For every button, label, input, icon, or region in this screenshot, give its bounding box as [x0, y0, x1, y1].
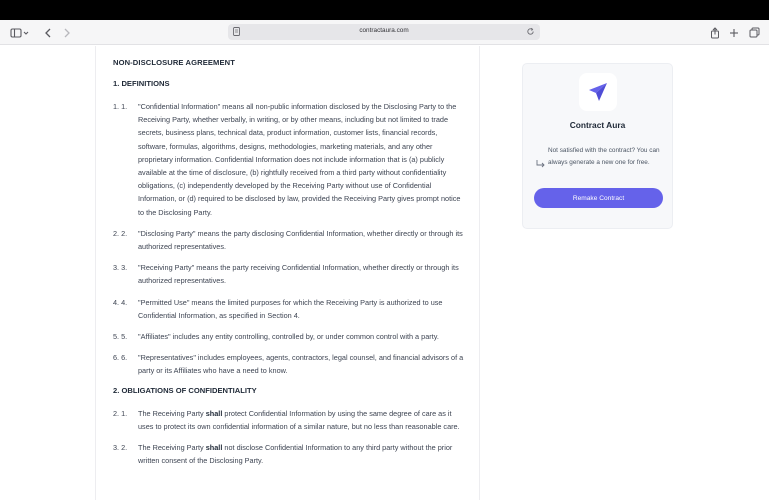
browser-toolbar: [0, 20, 769, 45]
item-text-emphasis: shall: [205, 443, 223, 453]
obligation-item: [113, 407, 465, 433]
item-text-before: The Receiving Party: [138, 408, 206, 418]
reload-icon[interactable]: [526, 27, 535, 36]
contract-aura-card: [522, 63, 673, 229]
item-number: 5. 5.: [113, 332, 128, 342]
item-text-emphasis: shall: [205, 408, 223, 418]
app-name: Contract Aura: [569, 120, 626, 130]
item-number: 1. 1.: [113, 102, 128, 111]
item-text-before: The Receiving Party: [138, 443, 206, 453]
web-page: [0, 46, 769, 500]
share-icon: [710, 27, 720, 39]
item-text: "Disclosing Party" means the party disclosing Confidential Information, whether directly or through its authorized representatives.: [138, 228, 463, 252]
forward-button[interactable]: [61, 24, 73, 41]
item-text: [113, 407, 465, 433]
item-text-after: not disclose Confidential Information to any third party without the prior written consent of the Disclosing Party.: [138, 443, 453, 466]
tabs-icon: [749, 27, 760, 38]
definition-item: [113, 100, 465, 219]
item-number: 2. 1.: [113, 408, 128, 418]
new-tab-button[interactable]: [728, 24, 740, 41]
url-text: contractaura.com: [359, 27, 409, 34]
remake-note: Not satisfied with the contract? You can always generate a new one for free.: [548, 147, 660, 166]
definition-item: [113, 330, 465, 343]
section-heading-obligations: 2. OBLIGATIONS OF CONFIDENTIALITY: [113, 385, 257, 395]
chevron-left-icon: [44, 28, 52, 38]
item-text: "Affiliates" includes any entity controlling, controlled by, or under common control with a party.: [138, 332, 439, 342]
item-text: [113, 441, 465, 467]
tab-overview-button[interactable]: [747, 24, 761, 41]
remake-contract-button[interactable]: Remake Contract: [534, 188, 663, 208]
address-bar[interactable]: [228, 24, 540, 40]
item-number: 3. 3.: [113, 263, 128, 273]
obligation-item: [113, 441, 465, 467]
chevron-right-icon: [63, 28, 71, 38]
item-text: "Receiving Party" means the party receiving Confidential Information, whether directly or through its authorized representatives.: [138, 263, 459, 286]
definition-item: [113, 351, 465, 377]
definition-item: [113, 227, 465, 253]
contract-document: [95, 46, 480, 500]
item-text: "Representatives" includes employees, agents, contractors, legal counsel, and financial advisors of a party or its Affiliates who have a need to know.: [138, 353, 464, 376]
back-button[interactable]: [42, 24, 54, 41]
app-logo: [579, 73, 617, 111]
section-heading-definitions: 1. DEFINITIONS: [113, 79, 170, 88]
plus-icon: [729, 28, 739, 38]
item-number: 6. 6.: [113, 353, 128, 363]
system-top-bar: [0, 0, 769, 20]
item-number: 3. 2.: [113, 443, 128, 453]
sidebar-icon: [10, 28, 30, 38]
share-button[interactable]: [709, 24, 721, 41]
paper-plane-icon: [588, 82, 608, 102]
reply-arrow-icon: [535, 159, 546, 170]
definition-item: [113, 261, 465, 287]
item-text: "Confidential Information" means all non-public information disclosed by the Disclosing Party to the Receiving Party, whether verbally, in writing, or by other means, including but not limited to trade secrets, business plans, technical data, product information, customer lists, financial records, software, formulas, algorithms, designs, methodologies, marketing materials, and any other proprietary information. Confidential Information does not include information that is (a) publicly available at the time of disclosure, (b) rightfully received from a third party without confidentiality obligations, (c) independently developed by the Receiving Party without use of Confidential Information, or (d) required to be disclosed by law, provided the Receiving Party gives prompt notice to the Disclosing Party.: [138, 102, 461, 217]
sidebar-toggle-button[interactable]: [9, 24, 31, 41]
definition-item: [113, 296, 465, 322]
item-number: 4. 4.: [113, 297, 128, 307]
document-title: NON-DISCLOSURE AGREEMENT: [113, 58, 235, 67]
item-text: "Permitted Use" means the limited purposes for which the Receiving Party is authorized to use Confidential Information, as specified in Section 4.: [138, 297, 443, 320]
item-number: 2. 2.: [113, 228, 128, 238]
item-text-after: protect Confidential Information by using the same degree of care as it uses to protect its own confidential information of a similar nature, but no less than reasonable care.: [138, 408, 460, 431]
